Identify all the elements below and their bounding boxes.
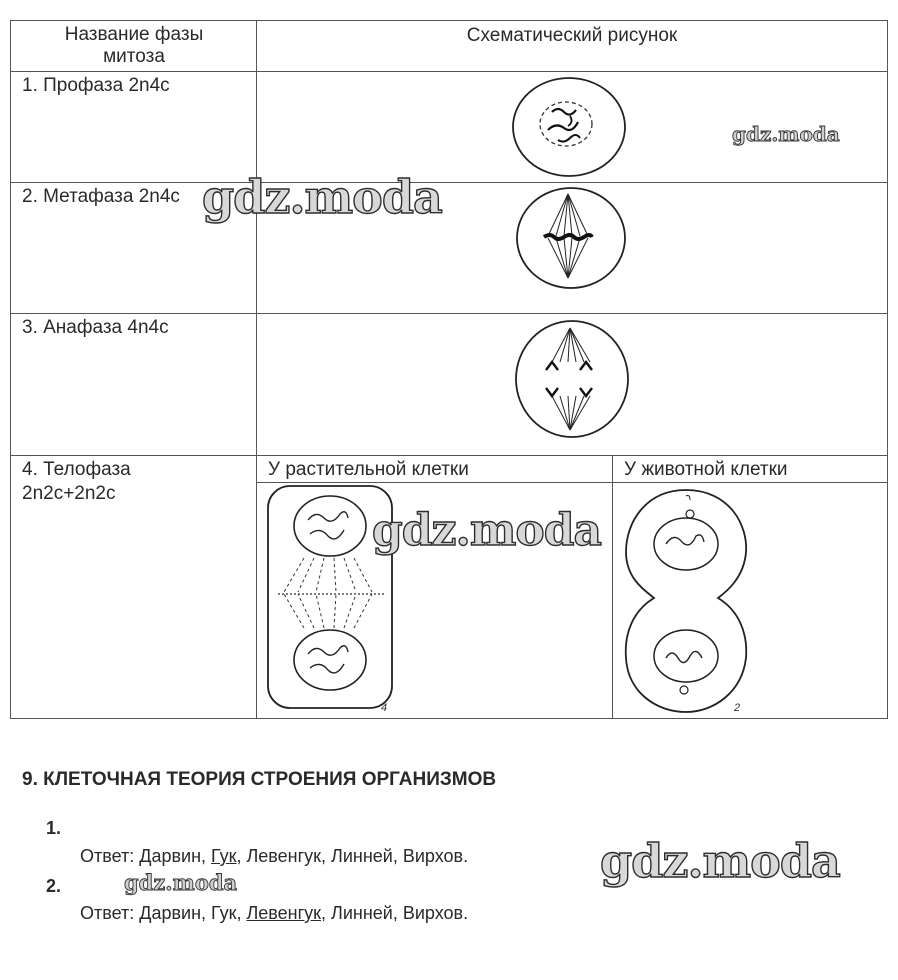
section-title: 9. КЛЕТОЧНАЯ ТЕОРИЯ СТРОЕНИЯ ОРГАНИЗМОВ [22,769,497,790]
watermark-logo: gdz.moda [124,870,238,895]
anaphase-diagram [512,318,632,440]
telophase-label-divider [257,482,888,483]
answer-text-part: , Линней, Вирхов. [321,903,469,923]
telophase-col-divider [612,455,613,719]
header-diagram: Схематический рисунок [466,25,678,46]
phase-metaphase: 2. Метафаза 2n4c [22,186,180,207]
watermark-logo: gdz.moda [600,834,840,888]
table-border-right [887,20,888,719]
table-row-divider [10,71,888,72]
watermark-logo: gdz.moda [732,122,840,146]
watermark-logo: gdz.moda [202,170,442,224]
answer-underlined-word: Гук [211,846,237,866]
table-row-divider [10,182,888,183]
phase-telophase: 4. Телофаза 2n2c+2n2c [22,459,131,504]
metaphase-diagram [514,186,628,292]
phase-prophase: 1. Профаза 2n4c [22,75,170,96]
answer-text [80,846,468,867]
plant-cell-label: У растительной клетки [268,459,469,480]
table-row-divider [10,313,888,314]
table-border-top [10,20,888,21]
prophase-diagram [508,76,630,180]
answer-underlined-word: Левенгук [246,903,322,923]
answer-text [80,903,468,924]
table-col-divider [256,20,257,719]
table-border-bottom [10,718,888,719]
animal-cell-label: У животной клетки [624,459,788,480]
table-border-left [10,20,11,719]
answer-text-part: Ответ: Дарвин, [80,846,212,866]
header-phase-name: Название фазы митоза [64,24,204,67]
animal-figure-number: 2 [734,702,741,714]
phase-anaphase: 3. Анафаза 4n4c [22,317,169,338]
answer-text-part: , Левенгук, Линней, Вирхов. [236,846,469,866]
question-number: 1. [46,818,62,838]
plant-figure-number: 4 [381,702,388,714]
answer-text-part: Ответ: Дарвин, Гук, [80,903,247,923]
watermark-logo: gdz.moda [372,505,602,556]
table-row-divider [10,455,888,456]
animal-telophase-diagram [620,486,752,716]
question-number: 2. [46,876,62,896]
